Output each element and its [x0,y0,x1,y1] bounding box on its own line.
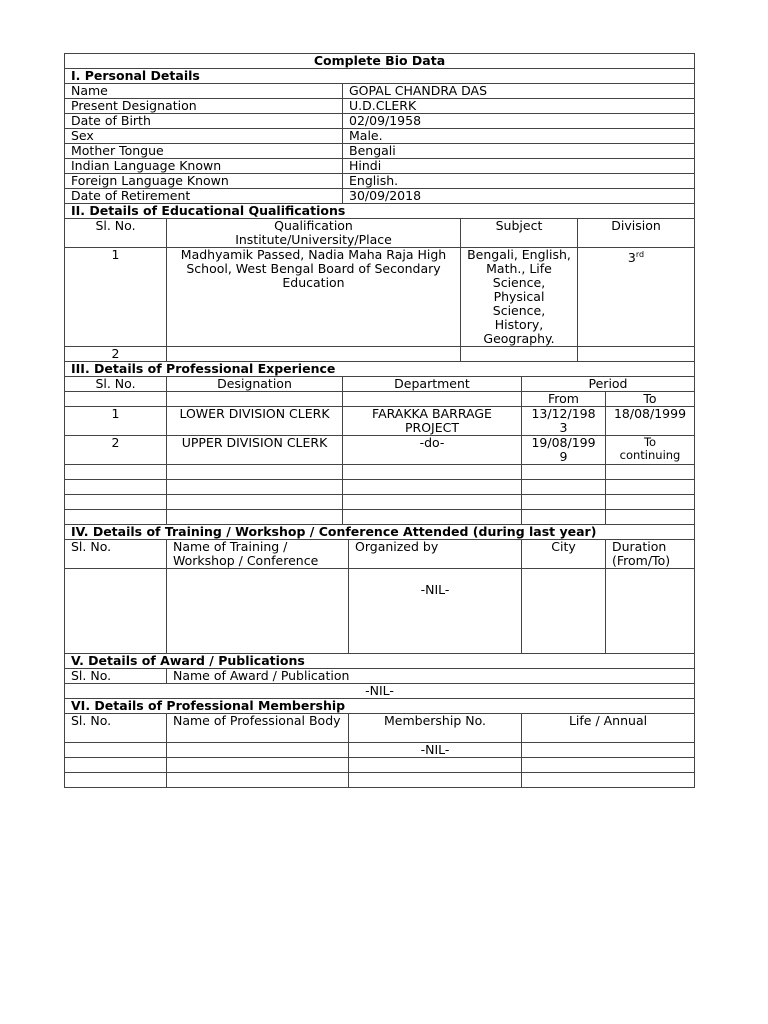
training-nil-value: -NIL- [349,569,522,654]
awards-header-sl: Sl. No. [65,669,167,684]
edu-header-division: Division [578,219,695,248]
membership-empty-cell [522,773,695,788]
exp-empty-cell [343,465,522,480]
division-value: 3 [627,250,636,266]
training-empty-cell [65,569,167,654]
indian-language-value: Hindi [343,159,695,174]
exp-row2-designation: UPPER DIVISION CLERK [167,436,343,465]
membership-header-number: Membership No. [349,714,522,743]
exp-row2-sl: 2 [65,436,167,465]
mother-tongue-label: Mother Tongue [65,144,343,159]
designation-label: Present Designation [65,99,343,114]
training-empty-cell [167,569,349,654]
exp-empty-cell [167,480,343,495]
exp-row1-to: 18/08/1999 [606,407,695,436]
exp-empty-cell [522,465,606,480]
retirement-label: Date of Retirement [65,189,343,204]
membership-empty-cell [167,773,349,788]
training-header-organized: Organized by [349,540,522,569]
exp-row1-department: FARAKKA BARRAGE PROJECT [343,407,522,436]
membership-header-body: Name of Professional Body [167,714,349,743]
training-header-name: Name of Training / Workshop / Conference [167,540,349,569]
exp-empty-cell [167,510,343,525]
edu-row2-sl: 2 [65,347,167,362]
experience-heading: III. Details of Professional Experience [65,362,695,377]
training-header-city: City [522,540,606,569]
exp-empty-cell [522,480,606,495]
exp-row1-from: 13/12/1983 [522,407,606,436]
division-superscript: rd [635,250,645,259]
retirement-value: 30/09/2018 [343,189,695,204]
edu-row1-subject: Bengali, English, Math., Life Science, Physical Science, History, Geography. [461,248,578,347]
name-value: GOPAL CHANDRA DAS [343,84,695,99]
exp-row2-department: -do- [343,436,522,465]
exp-empty-cell [606,465,695,480]
awards-header-name: Name of Award / Publication [167,669,695,684]
exp-row1-designation: LOWER DIVISION CLERK [167,407,343,436]
foreign-language-label: Foreign Language Known [65,174,343,189]
membership-empty-cell [65,773,167,788]
sex-label: Sex [65,129,343,144]
edu-row1-sl: 1 [65,248,167,347]
exp-subheader-blank [167,392,343,407]
edu-row2-qualification [167,347,461,362]
membership-empty-cell [522,758,695,773]
exp-empty-cell [167,465,343,480]
dob-label: Date of Birth [65,114,343,129]
designation-value: U.D.CLERK [343,99,695,114]
edu-row2-subject [461,347,578,362]
training-empty-cell [522,569,606,654]
mother-tongue-value: Bengali [343,144,695,159]
training-table [64,524,695,654]
membership-empty-cell [167,758,349,773]
exp-subheader-blank [343,392,522,407]
exp-empty-cell [65,510,167,525]
membership-empty-cell [65,758,167,773]
edu-header-qualification-line2: Institute/University/Place [235,232,392,247]
awards-nil-value: -NIL- [65,684,695,699]
personal-details-heading: I. Personal Details [65,69,695,84]
bio-data-document [64,53,694,788]
membership-header-type: Life / Annual [522,714,695,743]
membership-empty-cell [167,743,349,758]
membership-empty-cell [349,758,522,773]
edu-row1-qualification: Madhyamik Passed, Nadia Maha Raja High School, West Bengal Board of Secondary Education [167,248,461,347]
awards-table [64,653,695,699]
exp-empty-cell [343,495,522,510]
training-header-duration: Duration (From/To) [606,540,695,569]
exp-header-department: Department [343,377,522,392]
membership-heading: VI. Details of Professional Membership [65,699,695,714]
exp-row1-sl: 1 [65,407,167,436]
edu-header-qualification [167,219,461,248]
exp-row2-to: To continuing [606,436,695,465]
exp-header-to: To [606,392,695,407]
document-title: Complete Bio Data [65,54,695,69]
exp-empty-cell [343,480,522,495]
experience-table [64,361,695,525]
foreign-language-value: English. [343,174,695,189]
training-empty-cell [606,569,695,654]
exp-empty-cell [167,495,343,510]
exp-header-designation: Designation [167,377,343,392]
exp-empty-cell [606,510,695,525]
exp-subheader-blank [65,392,167,407]
indian-language-label: Indian Language Known [65,159,343,174]
exp-empty-cell [65,465,167,480]
name-label: Name [65,84,343,99]
sex-value: Male. [343,129,695,144]
edu-header-sl: Sl. No. [65,219,167,248]
exp-empty-cell [522,510,606,525]
exp-empty-cell [606,495,695,510]
membership-header-sl: Sl. No. [65,714,167,743]
awards-heading: V. Details of Award / Publications [65,654,695,669]
edu-row2-division [578,347,695,362]
exp-header-from: From [522,392,606,407]
personal-details-table [64,53,695,204]
education-heading: II. Details of Educational Qualifications [65,204,695,219]
edu-header-qualification-line1: Qualification [274,218,353,233]
membership-empty-cell [65,743,167,758]
exp-header-sl: Sl. No. [65,377,167,392]
exp-empty-cell [65,495,167,510]
training-heading: IV. Details of Training / Workshop / Conference Attended (during last year) [65,525,695,540]
edu-header-subject: Subject [461,219,578,248]
exp-empty-cell [343,510,522,525]
exp-empty-cell [606,480,695,495]
dob-value: 02/09/1958 [343,114,695,129]
exp-header-period: Period [522,377,695,392]
education-table [64,203,695,362]
edu-row1-division [578,248,695,347]
membership-table [64,698,695,788]
exp-row2-from: 19/08/1999 [522,436,606,465]
membership-empty-cell [522,743,695,758]
membership-empty-cell [349,773,522,788]
training-header-sl: Sl. No. [65,540,167,569]
exp-empty-cell [522,495,606,510]
exp-empty-cell [65,480,167,495]
membership-nil-value: -NIL- [349,743,522,758]
